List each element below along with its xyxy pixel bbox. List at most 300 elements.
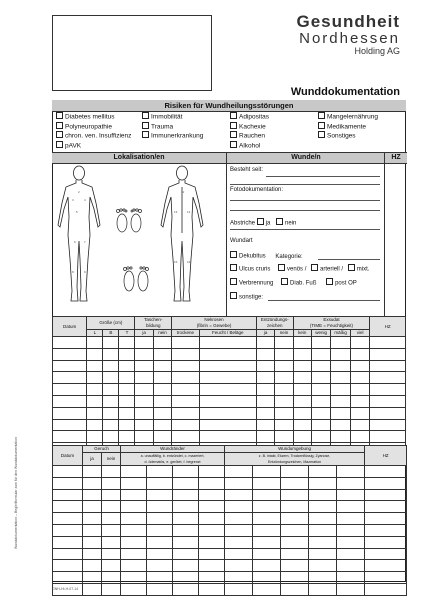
table-cell[interactable]	[309, 466, 337, 478]
table-cell[interactable]	[370, 431, 406, 443]
table-cell[interactable]	[147, 477, 173, 489]
table-cell[interactable]	[121, 583, 147, 595]
table-cell[interactable]	[309, 536, 337, 548]
table-cell[interactable]	[350, 360, 369, 372]
line[interactable]	[230, 210, 380, 211]
table-cell[interactable]	[147, 466, 173, 478]
table-cell[interactable]	[121, 477, 147, 489]
table-cell[interactable]	[147, 536, 173, 548]
table-cell[interactable]	[337, 536, 365, 548]
table-cell[interactable]	[102, 560, 121, 572]
table-cell[interactable]	[87, 348, 103, 360]
table-cell[interactable]	[119, 419, 135, 431]
table-cell[interactable]	[153, 407, 171, 419]
table-cell[interactable]	[135, 395, 153, 407]
table-cell[interactable]	[337, 477, 365, 489]
table-cell[interactable]	[87, 384, 103, 396]
table-cell[interactable]	[153, 395, 171, 407]
table-cell[interactable]	[135, 372, 153, 384]
table-cell[interactable]	[135, 348, 153, 360]
table-cell[interactable]	[83, 572, 102, 584]
table-cell[interactable]	[83, 501, 102, 513]
table-cell[interactable]	[119, 348, 135, 360]
table-cell[interactable]	[225, 501, 253, 513]
table-cell[interactable]	[173, 572, 199, 584]
table-cell[interactable]	[147, 572, 173, 584]
table-cell[interactable]	[172, 395, 200, 407]
table-cell[interactable]	[173, 548, 199, 560]
table-cell[interactable]	[172, 407, 200, 419]
table-cell[interactable]	[309, 489, 337, 501]
table-cell[interactable]	[275, 395, 293, 407]
besteht-seit-input[interactable]	[266, 176, 380, 177]
table-cell[interactable]	[309, 513, 337, 525]
table-cell[interactable]	[102, 501, 121, 513]
table-cell[interactable]	[103, 419, 119, 431]
table-cell[interactable]	[309, 524, 337, 536]
ulcus-checkbox[interactable]	[230, 264, 237, 271]
diab-fuss-checkbox[interactable]	[281, 278, 288, 285]
table-cell[interactable]	[199, 477, 225, 489]
dekubitus-checkbox[interactable]	[230, 251, 237, 258]
table-cell[interactable]	[256, 395, 274, 407]
post-op-checkbox[interactable]	[326, 278, 333, 285]
table-cell[interactable]	[53, 419, 87, 431]
table-cell[interactable]	[102, 548, 121, 560]
table-cell[interactable]	[253, 548, 281, 560]
table-cell[interactable]	[147, 524, 173, 536]
table-cell[interactable]	[135, 407, 153, 419]
table-cell[interactable]	[337, 513, 365, 525]
table-cell[interactable]	[256, 419, 274, 431]
table-cell[interactable]	[172, 372, 200, 384]
table-cell[interactable]	[102, 466, 121, 478]
table-cell[interactable]	[225, 477, 253, 489]
table-cell[interactable]	[103, 431, 119, 443]
table-cell[interactable]	[103, 372, 119, 384]
table-cell[interactable]	[311, 395, 330, 407]
table-cell[interactable]	[275, 337, 293, 349]
table-cell[interactable]	[337, 466, 365, 478]
table-cell[interactable]	[199, 489, 225, 501]
table-cell[interactable]	[225, 548, 253, 560]
table-cell[interactable]	[102, 524, 121, 536]
table-cell[interactable]	[199, 560, 225, 572]
table-cell[interactable]	[225, 466, 253, 478]
table-cell[interactable]	[253, 560, 281, 572]
table-cell[interactable]	[121, 524, 147, 536]
table-cell[interactable]	[147, 489, 173, 501]
address-box[interactable]	[52, 15, 212, 91]
table-cell[interactable]	[365, 466, 407, 478]
table-cell[interactable]	[121, 572, 147, 584]
table-cell[interactable]	[370, 372, 406, 384]
table-cell[interactable]	[370, 348, 406, 360]
table-cell[interactable]	[199, 395, 256, 407]
table-cell[interactable]	[311, 337, 330, 349]
table-cell[interactable]	[281, 501, 309, 513]
table-cell[interactable]	[173, 501, 199, 513]
table-cell[interactable]	[253, 501, 281, 513]
table-cell[interactable]	[53, 524, 83, 536]
table-cell[interactable]	[83, 489, 102, 501]
table-cell[interactable]	[53, 372, 87, 384]
table-cell[interactable]	[225, 524, 253, 536]
table-cell[interactable]	[331, 348, 350, 360]
table-cell[interactable]	[337, 501, 365, 513]
table-cell[interactable]	[331, 360, 350, 372]
table-cell[interactable]	[87, 431, 103, 443]
table-cell[interactable]	[337, 548, 365, 560]
table-cell[interactable]	[87, 372, 103, 384]
table-cell[interactable]	[331, 419, 350, 431]
table-cell[interactable]	[83, 513, 102, 525]
table-cell[interactable]	[350, 419, 369, 431]
table-cell[interactable]	[331, 431, 350, 443]
table-cell[interactable]	[153, 431, 171, 443]
table-cell[interactable]	[199, 536, 225, 548]
table-cell[interactable]	[147, 548, 173, 560]
table-cell[interactable]	[83, 536, 102, 548]
table-cell[interactable]	[337, 489, 365, 501]
table-cell[interactable]	[293, 372, 311, 384]
table-cell[interactable]	[53, 477, 83, 489]
table-cell[interactable]	[83, 583, 102, 595]
table-cell[interactable]	[87, 419, 103, 431]
table-cell[interactable]	[87, 395, 103, 407]
table-cell[interactable]	[281, 572, 309, 584]
table-cell[interactable]	[173, 477, 199, 489]
table-cell[interactable]	[275, 372, 293, 384]
risk-checkbox[interactable]	[56, 112, 63, 119]
table-cell[interactable]	[199, 572, 225, 584]
risk-checkbox[interactable]	[230, 131, 237, 138]
table-cell[interactable]	[309, 548, 337, 560]
table-cell[interactable]	[172, 419, 200, 431]
table-cell[interactable]	[365, 501, 407, 513]
kategorie-input[interactable]	[318, 259, 380, 260]
table-cell[interactable]	[103, 348, 119, 360]
table-cell[interactable]	[370, 407, 406, 419]
table-cell[interactable]	[53, 489, 83, 501]
table-cell[interactable]	[53, 407, 87, 419]
abstriche-ja-checkbox[interactable]	[257, 218, 264, 225]
table-cell[interactable]	[121, 489, 147, 501]
table-cell[interactable]	[253, 583, 281, 595]
table-cell[interactable]	[309, 583, 337, 595]
table-cell[interactable]	[173, 560, 199, 572]
sonstige-checkbox[interactable]	[230, 292, 237, 299]
risk-checkbox[interactable]	[56, 141, 63, 148]
table-cell[interactable]	[281, 560, 309, 572]
table-cell[interactable]	[53, 513, 83, 525]
risk-checkbox[interactable]	[142, 112, 149, 119]
table-cell[interactable]	[119, 384, 135, 396]
table-cell[interactable]	[173, 536, 199, 548]
table-cell[interactable]	[121, 466, 147, 478]
table-cell[interactable]	[253, 524, 281, 536]
table-cell[interactable]	[256, 348, 274, 360]
table-cell[interactable]	[225, 489, 253, 501]
risk-checkbox[interactable]	[230, 122, 237, 129]
table-cell[interactable]	[121, 536, 147, 548]
table-cell[interactable]	[275, 419, 293, 431]
table-cell[interactable]	[199, 407, 256, 419]
table-cell[interactable]	[147, 513, 173, 525]
table-cell[interactable]	[53, 384, 87, 396]
table-cell[interactable]	[337, 524, 365, 536]
table-cell[interactable]	[256, 407, 274, 419]
table-cell[interactable]	[83, 477, 102, 489]
table-cell[interactable]	[173, 489, 199, 501]
table-cell[interactable]	[311, 372, 330, 384]
table-cell[interactable]	[293, 431, 311, 443]
table-cell[interactable]	[275, 407, 293, 419]
table-cell[interactable]	[311, 360, 330, 372]
risk-checkbox[interactable]	[230, 141, 237, 148]
table-cell[interactable]	[309, 560, 337, 572]
risk-checkbox[interactable]	[318, 112, 325, 119]
venoes-checkbox[interactable]	[278, 264, 285, 271]
table-cell[interactable]	[225, 536, 253, 548]
table-cell[interactable]	[275, 384, 293, 396]
table-cell[interactable]	[365, 548, 407, 560]
table-cell[interactable]	[119, 395, 135, 407]
table-cell[interactable]	[103, 337, 119, 349]
mixt-checkbox[interactable]	[348, 264, 355, 271]
table-cell[interactable]	[199, 501, 225, 513]
table-cell[interactable]	[199, 583, 225, 595]
table-cell[interactable]	[365, 477, 407, 489]
table-cell[interactable]	[153, 360, 171, 372]
table-cell[interactable]	[83, 524, 102, 536]
table-cell[interactable]	[83, 466, 102, 478]
table-cell[interactable]	[53, 431, 87, 443]
line[interactable]	[230, 229, 380, 230]
table-cell[interactable]	[173, 524, 199, 536]
table-cell[interactable]	[370, 384, 406, 396]
arteriell-checkbox[interactable]	[311, 264, 318, 271]
table-cell[interactable]	[119, 431, 135, 443]
table-cell[interactable]	[370, 360, 406, 372]
table-cell[interactable]	[370, 337, 406, 349]
table-cell[interactable]	[253, 466, 281, 478]
table-cell[interactable]	[281, 513, 309, 525]
sonstige-input[interactable]	[268, 300, 380, 301]
table-cell[interactable]	[172, 348, 200, 360]
table-cell[interactable]	[153, 372, 171, 384]
table-cell[interactable]	[350, 395, 369, 407]
table-cell[interactable]	[199, 384, 256, 396]
table-cell[interactable]	[337, 560, 365, 572]
table-cell[interactable]	[199, 419, 256, 431]
table-cell[interactable]	[331, 337, 350, 349]
table-cell[interactable]	[350, 372, 369, 384]
table-cell[interactable]	[102, 536, 121, 548]
table-cell[interactable]	[147, 560, 173, 572]
table-cell[interactable]	[172, 384, 200, 396]
abstriche-nein-checkbox[interactable]	[276, 218, 283, 225]
table-cell[interactable]	[199, 337, 256, 349]
table-cell[interactable]	[350, 407, 369, 419]
table-cell[interactable]	[87, 407, 103, 419]
table-cell[interactable]	[331, 395, 350, 407]
table-cell[interactable]	[199, 513, 225, 525]
table-cell[interactable]	[53, 348, 87, 360]
table-cell[interactable]	[147, 501, 173, 513]
table-cell[interactable]	[199, 466, 225, 478]
table-cell[interactable]	[293, 395, 311, 407]
table-cell[interactable]	[365, 536, 407, 548]
table-cell[interactable]	[309, 501, 337, 513]
foto-input[interactable]	[230, 200, 380, 201]
table-cell[interactable]	[281, 548, 309, 560]
table-cell[interactable]	[281, 489, 309, 501]
table-cell[interactable]	[225, 572, 253, 584]
table-cell[interactable]	[135, 360, 153, 372]
table-cell[interactable]	[293, 384, 311, 396]
table-cell[interactable]	[53, 548, 83, 560]
table-cell[interactable]	[199, 360, 256, 372]
table-cell[interactable]	[102, 572, 121, 584]
table-cell[interactable]	[370, 395, 406, 407]
risk-checkbox[interactable]	[56, 131, 63, 138]
table-cell[interactable]	[331, 407, 350, 419]
table-cell[interactable]	[87, 360, 103, 372]
body-diagram[interactable]	[54, 163, 224, 315]
table-cell[interactable]	[281, 536, 309, 548]
table-cell[interactable]	[331, 372, 350, 384]
table-cell[interactable]	[102, 513, 121, 525]
table-cell[interactable]	[103, 360, 119, 372]
table-cell[interactable]	[365, 560, 407, 572]
table-cell[interactable]	[256, 384, 274, 396]
table-cell[interactable]	[281, 477, 309, 489]
risk-checkbox[interactable]	[56, 122, 63, 129]
line[interactable]	[230, 184, 380, 185]
table-cell[interactable]	[365, 572, 407, 584]
table-cell[interactable]	[135, 384, 153, 396]
table-cell[interactable]	[172, 360, 200, 372]
table-cell[interactable]	[119, 372, 135, 384]
table-cell[interactable]	[293, 348, 311, 360]
table-cell[interactable]	[102, 489, 121, 501]
table-cell[interactable]	[53, 337, 87, 349]
table-cell[interactable]	[153, 419, 171, 431]
table-cell[interactable]	[121, 501, 147, 513]
table-cell[interactable]	[350, 348, 369, 360]
table-cell[interactable]	[119, 337, 135, 349]
table-cell[interactable]	[199, 431, 256, 443]
table-cell[interactable]	[102, 583, 121, 595]
table-cell[interactable]	[253, 536, 281, 548]
table-cell[interactable]	[256, 431, 274, 443]
table-cell[interactable]	[311, 407, 330, 419]
table-cell[interactable]	[365, 524, 407, 536]
table-cell[interactable]	[172, 431, 200, 443]
table-cell[interactable]	[225, 583, 253, 595]
table-cell[interactable]	[225, 560, 253, 572]
table-cell[interactable]	[365, 583, 407, 595]
table-cell[interactable]	[53, 395, 87, 407]
table-cell[interactable]	[121, 560, 147, 572]
table-cell[interactable]	[153, 337, 171, 349]
table-cell[interactable]	[275, 431, 293, 443]
table-cell[interactable]	[225, 513, 253, 525]
table-cell[interactable]	[53, 560, 83, 572]
table-cell[interactable]	[311, 384, 330, 396]
table-cell[interactable]	[199, 524, 225, 536]
table-cell[interactable]	[173, 513, 199, 525]
risk-checkbox[interactable]	[318, 122, 325, 129]
table-cell[interactable]	[253, 572, 281, 584]
table-cell[interactable]	[103, 407, 119, 419]
table-cell[interactable]	[53, 501, 83, 513]
risk-checkbox[interactable]	[318, 131, 325, 138]
table-cell[interactable]	[350, 384, 369, 396]
table-cell[interactable]	[102, 477, 121, 489]
table-cell[interactable]	[135, 337, 153, 349]
table-cell[interactable]	[103, 395, 119, 407]
table-cell[interactable]	[119, 407, 135, 419]
table-cell[interactable]	[53, 536, 83, 548]
table-cell[interactable]	[275, 348, 293, 360]
table-cell[interactable]	[293, 419, 311, 431]
table-cell[interactable]	[147, 583, 173, 595]
table-cell[interactable]	[293, 407, 311, 419]
table-cell[interactable]	[253, 513, 281, 525]
table-cell[interactable]	[311, 419, 330, 431]
table-cell[interactable]	[293, 337, 311, 349]
table-cell[interactable]	[172, 337, 200, 349]
table-cell[interactable]	[275, 360, 293, 372]
table-cell[interactable]	[311, 348, 330, 360]
table-cell[interactable]	[121, 513, 147, 525]
table-cell[interactable]	[337, 572, 365, 584]
table-cell[interactable]	[311, 431, 330, 443]
table-cell[interactable]	[256, 360, 274, 372]
table-cell[interactable]	[121, 548, 147, 560]
table-cell[interactable]	[173, 583, 199, 595]
table-cell[interactable]	[53, 572, 83, 584]
table-cell[interactable]	[135, 419, 153, 431]
verbrennung-checkbox[interactable]	[230, 278, 237, 285]
table-cell[interactable]	[281, 466, 309, 478]
risk-checkbox[interactable]	[142, 122, 149, 129]
table-cell[interactable]	[87, 337, 103, 349]
table-cell[interactable]	[199, 348, 256, 360]
table-cell[interactable]	[199, 548, 225, 560]
table-cell[interactable]	[199, 372, 256, 384]
table-cell[interactable]	[119, 360, 135, 372]
table-cell[interactable]	[173, 466, 199, 478]
table-cell[interactable]	[370, 419, 406, 431]
table-cell[interactable]	[253, 489, 281, 501]
table-cell[interactable]	[331, 384, 350, 396]
table-cell[interactable]	[256, 372, 274, 384]
table-cell[interactable]	[293, 360, 311, 372]
table-cell[interactable]	[350, 431, 369, 443]
risk-checkbox[interactable]	[142, 131, 149, 138]
table-cell[interactable]	[350, 337, 369, 349]
table-cell[interactable]	[281, 583, 309, 595]
table-cell[interactable]	[256, 337, 274, 349]
risk-checkbox[interactable]	[230, 112, 237, 119]
table-cell[interactable]	[103, 384, 119, 396]
table-cell[interactable]	[365, 513, 407, 525]
table-cell[interactable]	[309, 572, 337, 584]
table-cell[interactable]	[83, 548, 102, 560]
